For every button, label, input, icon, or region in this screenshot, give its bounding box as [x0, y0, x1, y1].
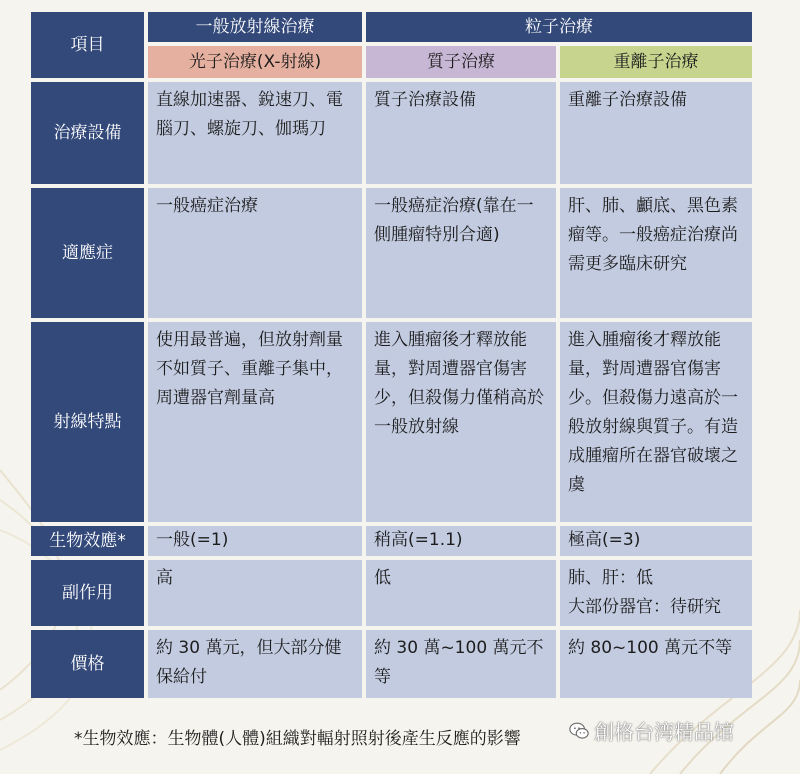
cell-heavy-side-effect-line1: 肺、肝：低 — [568, 568, 653, 588]
row-label-bio-effect: 生物效應* — [31, 526, 144, 556]
comparison-table — [27, 8, 756, 702]
header-photon: 光子治療(X-射線) — [148, 46, 362, 78]
cell-heavy-equipment: 重離子治療設備 — [560, 82, 752, 184]
table-row-indication — [31, 188, 752, 318]
cell-proton-side-effect: 低 — [366, 560, 556, 626]
table-row-equipment — [31, 82, 752, 184]
header-heavy-ion: 重離子治療 — [560, 46, 752, 78]
watermark — [568, 716, 734, 745]
row-label-characteristics: 射線特點 — [31, 322, 144, 522]
cell-heavy-bio-effect: 極高(=3) — [560, 526, 752, 556]
wechat-icon — [568, 720, 590, 742]
cell-proton-characteristics: 進入腫瘤後才釋放能量，對周遭器官傷害少，但殺傷力僅稍高於一般放射線 — [366, 322, 556, 522]
cell-proton-bio-effect: 稍高(=1.1) — [366, 526, 556, 556]
cell-photon-equipment: 直線加速器、銳速刀、電腦刀、螺旋刀、伽瑪刀 — [148, 82, 362, 184]
table-row-bio-effect — [31, 526, 752, 556]
cell-photon-characteristics: 使用最普遍，但放射劑量不如質子、重離子集中，周遭器官劑量高 — [148, 322, 362, 522]
cell-photon-side-effect: 高 — [148, 560, 362, 626]
header-group-particle: 粒子治療 — [366, 12, 752, 42]
cell-heavy-indication: 肝、肺、顱底、黑色素瘤等。一般癌症治療尚需更多臨床研究 — [560, 188, 752, 318]
cell-heavy-side-effect — [560, 560, 752, 626]
footnote: *生物效應：生物體(人體)組織對輻射照射後產生反應的影響 — [74, 729, 521, 749]
header-proton: 質子治療 — [366, 46, 556, 78]
cell-heavy-price: 約 80~100 萬元不等 — [560, 630, 752, 698]
table-row-characteristics — [31, 322, 752, 522]
cell-photon-bio-effect: 一般(=1) — [148, 526, 362, 556]
watermark-text: 創格台湾精品馆 — [594, 720, 734, 744]
cell-proton-equipment: 質子治療設備 — [366, 82, 556, 184]
cell-photon-price: 約 30 萬元，但大部分健保給付 — [148, 630, 362, 698]
row-label-indication: 適應症 — [31, 188, 144, 318]
row-label-side-effect: 副作用 — [31, 560, 144, 626]
cell-heavy-side-effect-line2: 大部份器官：待研究 — [568, 597, 721, 617]
cell-heavy-characteristics: 進入腫瘤後才釋放能量，對周遭器官傷害少。但殺傷力遠高於一般放射線與質子。有造成腫瘤所在器官破壞之虞 — [560, 322, 752, 522]
cell-photon-indication: 一般癌症治療 — [148, 188, 362, 318]
header-group-general: 一般放射線治療 — [148, 12, 362, 42]
row-label-price: 價格 — [31, 630, 144, 698]
table-row-price — [31, 630, 752, 698]
header-item: 項目 — [31, 12, 144, 78]
table-row-side-effect — [31, 560, 752, 626]
header-row-groups — [31, 12, 752, 42]
cell-proton-price: 約 30 萬~100 萬元不等 — [366, 630, 556, 698]
cell-proton-indication: 一般癌症治療(靠在一側腫瘤特別合適) — [366, 188, 556, 318]
row-label-equipment: 治療設備 — [31, 82, 144, 184]
